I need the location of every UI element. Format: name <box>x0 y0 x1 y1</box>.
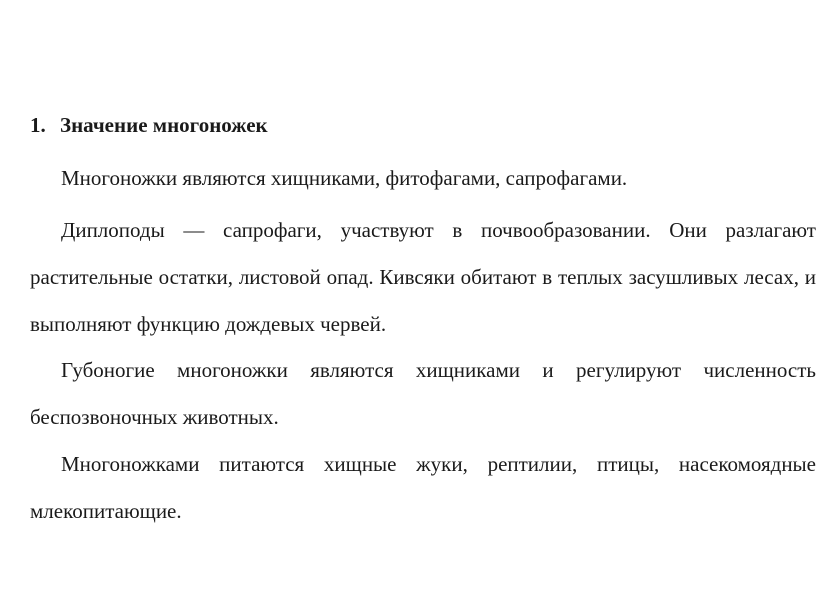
paragraph-diplopoda: Диплоподы — сапрофаги, участвуют в почвообразовании. Они разлагают растительные остатки, листовой опад. Кивсяки обитают в теплых засушливых лесах, и выполняют функцию дождевых червей. <box>30 218 816 336</box>
paragraph-chilopoda: Губоногие многоножки являются хищниками и регулируют численность беспозвоночных животных. <box>30 358 816 429</box>
section-heading <box>30 111 268 139</box>
section-title: Значение многоножек <box>60 113 268 137</box>
section-number: 1. <box>30 113 46 137</box>
paragraph-predators: Многоножками питаются хищные жуки, рептилии, птицы, насекомоядные млекопитающие. <box>30 452 816 523</box>
paragraph-role: Многоножки являются хищниками, фитофагами, сапрофагами. <box>61 166 628 190</box>
